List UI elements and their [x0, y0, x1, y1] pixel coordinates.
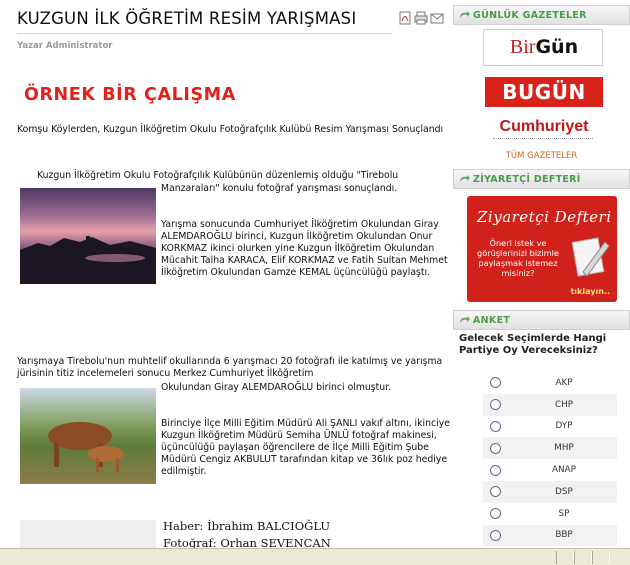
poll-option-label: BBP — [555, 530, 573, 541]
poll-heading: ANKET — [453, 310, 630, 330]
photo-thumbnail — [20, 520, 156, 548]
poll-option-label: AKP — [555, 377, 573, 388]
radio-icon[interactable] — [490, 377, 501, 388]
article-paragraph-2b: Manzaraları" konulu fotoğraf yarışması sonuçlandı. — [161, 183, 398, 194]
poll-option[interactable] — [483, 394, 617, 416]
author-line: Yazar Administrator — [17, 41, 113, 51]
poll-option[interactable] — [483, 372, 617, 394]
article-intro: Komşu Köylerden, Kuzgun İlköğretim Okulu Fotoğrafçılık Kulübü Resim Yarışması Sonuçlandı — [17, 124, 444, 135]
radio-icon[interactable] — [490, 530, 501, 541]
radio-icon[interactable] — [490, 508, 501, 519]
bugun-logo[interactable]: BUGÜN — [485, 77, 603, 107]
guestbook-banner[interactable] — [467, 196, 617, 302]
status-segment — [556, 551, 574, 564]
sidebar — [453, 0, 630, 548]
status-segment — [574, 551, 592, 564]
poll-option[interactable] — [483, 525, 617, 547]
email-icon[interactable] — [430, 11, 444, 25]
poll-option[interactable] — [483, 481, 617, 503]
sunset-harbor-photo — [20, 188, 156, 284]
guestbook-banner-title: Ziyaretçi Defteri — [477, 208, 612, 226]
article-tools — [398, 11, 444, 25]
poll-option-label: CHP — [554, 399, 574, 410]
poll-option-label: ANAP — [552, 465, 576, 476]
guestbook-banner-text: Öneri istek ve görüşlerinizi bizimle paylaşmak istemez misiniz? — [477, 238, 559, 278]
article-title: KUZGUN İLK ÖĞRETİM RESİM YARIŞMASI — [17, 9, 357, 28]
article-paragraph-4: Yarışmaya Tirebolu'nun muhtelif okullarında 6 yarışmacı 20 fotoğrafı ile katılmış ve yarışma jürisinin titiz incelemeleri sonucu Merkez Cumhuriyet İlköğretim — [17, 356, 443, 379]
photo-credit: Fotoğraf: Orhan SEVENCAN — [163, 536, 331, 548]
pen-icon — [569, 232, 613, 282]
birgun-logo[interactable] — [485, 32, 603, 62]
guestbook-banner-link[interactable]: tıklayın.. — [570, 287, 610, 296]
radio-icon[interactable] — [490, 465, 501, 476]
poll-option[interactable] — [483, 437, 617, 459]
radio-icon[interactable] — [490, 421, 501, 432]
article-paragraph-5: Birinciye İlçe Milli Eğitim Müdürü Ali ŞANLI vakıf altını, ikinciye Kuzgun İlköğretim Müdürü Semiha ÜNLÜ fotoğraf makinesi, üçüncülüğü paylaşan öğrencilere de İlçe Milli Eğitim Şube Müdürü Cengiz AKBULUT tarafından kitap ve 36lık poz hediye edilmiştir. — [161, 418, 450, 477]
radio-icon[interactable] — [490, 443, 501, 454]
article-paragraph-4-cont: Okulundan Giray ALEMDAROĞLU birinci olmuştur. — [161, 382, 392, 393]
poll-option-label: DYP — [555, 421, 573, 432]
arrow-icon — [458, 314, 470, 326]
arrow-icon — [458, 9, 470, 21]
cumhuriyet-logo[interactable]: Cumhuriyet — [499, 118, 589, 135]
status-bar — [0, 548, 630, 565]
cows-photo — [20, 388, 156, 484]
birgun-logo-a: Bir — [509, 35, 536, 58]
print-icon[interactable] — [414, 11, 428, 25]
poll-option-label: SP — [558, 508, 570, 519]
guestbook-heading: ZİYARETÇİ DEFTERİ — [453, 169, 630, 189]
radio-icon[interactable] — [490, 486, 501, 497]
article-subheading: ÖRNEK BİR ÇALIŞMA — [24, 85, 236, 105]
article-paragraph-3: Yarışma sonucunda Cumhuriyet İlköğretim Okulundan Giray ALEMDAROĞLU birinci, Kuzgun İlköğretim Okulundan Onur KORKMAZ ikinci olurken yine Kuzgun İlköğretim Okulundan Mücahit Talha KARACA, Elif KORKMAZ ve Fatih Sultan Mehmet İlköğretim Okulundan Gamze KEMAL üçüncülüğü paylaştı. — [161, 219, 448, 278]
poll-options — [483, 372, 617, 546]
article-paragraph-2a: Kuzgun İlköğretim Okulu Fotoğrafçılık Kulübünün düzenlemiş olduğu "Tirebolu — [37, 170, 399, 181]
pdf-icon[interactable] — [398, 11, 412, 25]
news-credit: Haber: İbrahim BALCIOĞLU — [163, 519, 331, 533]
poll-question: Gelecek Seçimlerde Hangi Partiye Oy Vereceksiniz? — [459, 333, 607, 356]
arrow-icon — [458, 173, 470, 185]
poll-option-label: DSP — [555, 486, 573, 497]
birgun-logo-b: Gün — [535, 36, 579, 58]
poll-option-label: MHP — [554, 443, 574, 454]
newspapers-heading: GÜNLÜK GAZETELER — [453, 5, 630, 25]
status-segment — [592, 551, 610, 564]
poll-option[interactable] — [483, 503, 617, 525]
poll-option[interactable] — [483, 459, 617, 481]
all-newspapers-link[interactable]: TÜM GAZETELER — [505, 151, 578, 161]
title-divider — [17, 33, 392, 34]
cumhuriyet-tagline — [493, 138, 593, 141]
radio-icon[interactable] — [490, 399, 501, 410]
poll-option[interactable] — [483, 416, 617, 438]
